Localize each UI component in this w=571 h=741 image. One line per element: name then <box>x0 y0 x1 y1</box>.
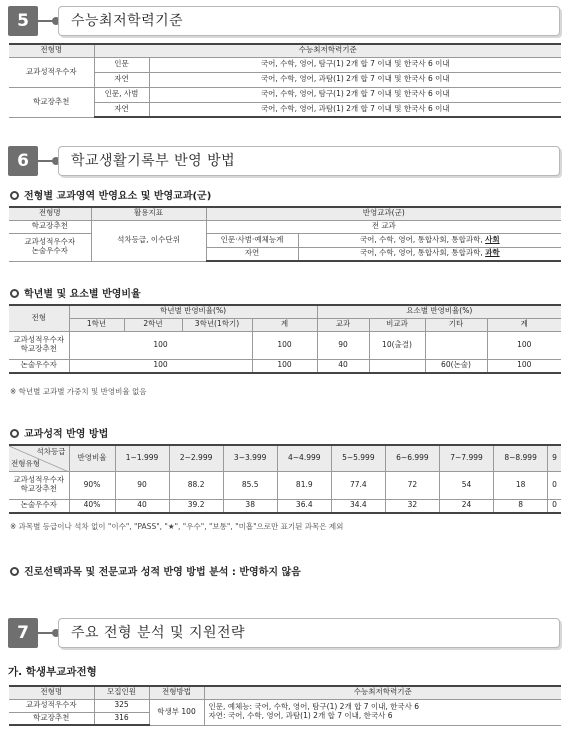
circle-bullet-icon <box>10 289 19 298</box>
section-7-header <box>8 618 560 648</box>
subheading-ratio: 학년별 및 요소별 반영비율 <box>10 285 141 300</box>
subheading-reflection-subjects: 전형별 교과영역 반영요소 및 반영교과(군) <box>10 187 211 202</box>
section-number: 5 <box>8 6 38 36</box>
reflection-ratio-table: 전형 학년별 반영비율(%) 요소별 반영비율(%) 1학년 2학년 3학년(1학기) 계 교과 비교과 기타 계 교과성적우수자 학교장추천 100 100 90 10(출결) 100 논술우수자 100 100 40 60(논술) 100 <box>9 304 561 374</box>
circle-bullet-icon <box>10 191 19 200</box>
admission-summary-table: 전형명 모집인원 전형방법 수능최저학력기준 교과성적우수자 325 학생부 100 인문, 예체능: 국어, 수학, 영어, 탐구(1) 2개 합 7 이내, 한국사 6 자연: 국어, 수학, 영어, 과탐(1) 2개 합 7 이내, 한국사 6 학교장추천 316 <box>9 685 561 726</box>
subheading-career-subjects: 진로선택과목 및 전문교과 성적 반영 방법 분석 : 반영하지 않음 <box>10 563 301 578</box>
section-5-header <box>8 6 560 36</box>
circle-bullet-icon <box>10 429 19 438</box>
section-title: 학교생활기록부 반영 방법 <box>71 153 236 169</box>
section-title: 수능최저학력기준 <box>71 13 184 29</box>
subheading-student-record: 가. 학생부교과전형 <box>8 666 97 678</box>
grade-conversion-table: 석차등급 전형유형 반영비율 1~1.999 2~2.999 3~3.999 4~4.999 5~5.999 6~6.999 7~7.999 8~8.999 9 교과성적우수자 학교장추천 90% 90 88.2 85.5 81.9 77.4 72 54 18 0 논술우수자 40% 40 39.2 38 36.4 34.4 32 24 8 0 <box>9 444 561 514</box>
circle-bullet-icon <box>10 567 19 576</box>
section-number: 7 <box>8 618 38 648</box>
section-number: 6 <box>8 146 38 176</box>
section-title: 주요 전형 분석 및 지원전략 <box>71 625 246 641</box>
note-grade: ※ 과목별 등급이나 석차 없이 "이수", "PASS", "★", "우수", "보통", "미흡"으로만 표기된 과목은 제외 <box>10 522 344 531</box>
reflection-subjects-table: 전형명 활용지표 반영교과(군) 학교장추천 석차등급, 이수단위 전 교과 교과성적우수자 논술우수자 인문·사범·예체능계 국어, 수학, 영어, 통합사회, 통합과학, 사회 자연 국어, 수학, 영어, 통합사회, 통합과학, 과학 <box>9 206 561 262</box>
section-6-header <box>8 146 560 176</box>
subheading-grade-method: 교과성적 반영 방법 <box>10 425 108 440</box>
note-ratio: ※ 학년별 교과별 가중치 및 반영비율 없음 <box>10 387 147 396</box>
csat-minimum-table: 전형명 수능최저학력기준 교과성적우수자 인문 국어, 수학, 영어, 탐구(1) 2개 합 7 이내 및 한국사 6 이내 자연 국어, 수학, 영어, 과탐(1) 2개 합 7 이내 및 한국사 6 이내 학교장추천 인문, 사범 국어, 수학, 영어, 탐구(1) 2개 합 7 이내 및 한국사 6 이내 자연 국어, 수학, 영어, 과탐(1) 2개 합 7 이내 및 한국사 6 이내 <box>9 43 561 118</box>
